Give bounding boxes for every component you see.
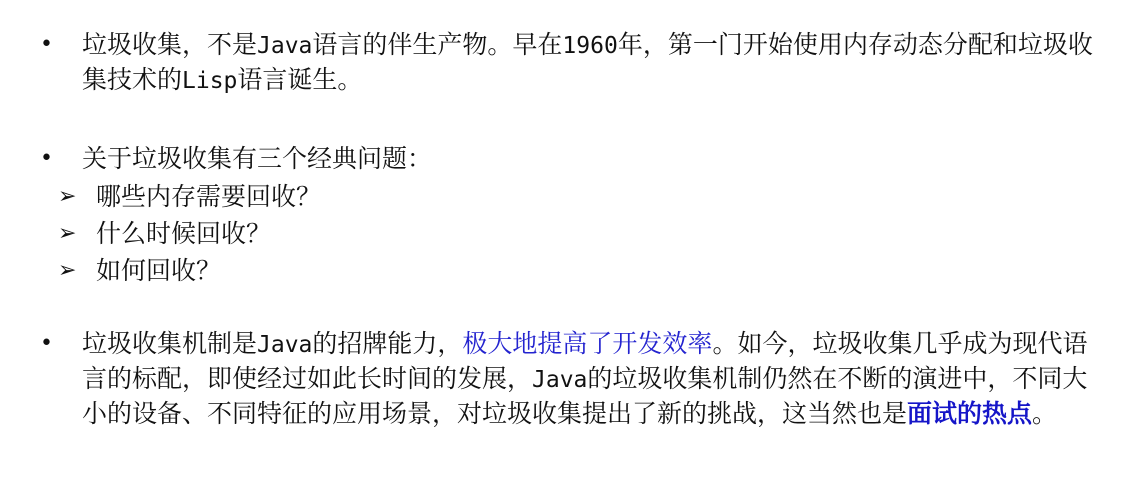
text-segment: 垃圾收集机制是 bbox=[82, 329, 258, 358]
text-segment: 年，第一门开始使用内存动态分配和垃圾收集技术的 bbox=[82, 30, 1093, 94]
sub-item bbox=[58, 178, 1106, 215]
bullet-text bbox=[82, 327, 1106, 431]
bullet-title: 关于垃圾收集有三个经典问题： bbox=[82, 144, 433, 173]
text-segment: 的招牌能力， bbox=[312, 329, 463, 358]
text-segment: 语言的伴生产物。早在 bbox=[312, 30, 563, 59]
bullet-text bbox=[82, 28, 1106, 98]
text-segment: 。如今，垃圾收集几乎成为现代语言的标配，即使经过如此长时间的发展， bbox=[82, 329, 1088, 393]
bullet-gc-importance bbox=[36, 327, 1106, 431]
bullet-row bbox=[36, 327, 1106, 431]
sub-item bbox=[58, 215, 1106, 252]
bullet-dot-icon: • bbox=[40, 331, 53, 356]
sub-item-label: 什么时候回收？ bbox=[96, 219, 272, 248]
bullet-dot-icon: • bbox=[40, 146, 53, 171]
bullet-row bbox=[36, 142, 1106, 176]
highlight-efficiency: 极大地提高了开发效率 bbox=[462, 329, 713, 358]
java-term: Java bbox=[257, 33, 313, 59]
sub-list bbox=[36, 178, 1106, 289]
arrow-bullet-icon: ➢ bbox=[58, 221, 77, 246]
java-term: Java bbox=[532, 367, 588, 393]
text-segment: 语言诞生。 bbox=[237, 65, 363, 94]
bullet-dot-icon: • bbox=[40, 32, 53, 57]
bullet-gc-questions bbox=[36, 142, 1106, 289]
arrow-bullet-icon: ➢ bbox=[58, 184, 77, 209]
text-segment: 的垃圾收集机制仍然在不断的演进中，不同大小的设备、不同特征的应用场景，对垃圾收集提出了新的挑战，这当然也是 bbox=[82, 364, 1088, 428]
sub-item bbox=[58, 252, 1106, 289]
sub-item-label: 哪些内存需要回收？ bbox=[96, 182, 322, 211]
lisp-term: Lisp bbox=[182, 68, 238, 94]
arrow-bullet-icon: ➢ bbox=[58, 258, 77, 283]
java-term: Java bbox=[257, 332, 313, 358]
text-segment: 。 bbox=[1032, 399, 1058, 428]
highlight-interview-hotspot: 面试的热点 bbox=[907, 399, 1033, 428]
bullet-gc-history bbox=[36, 28, 1106, 98]
bullet-row bbox=[36, 28, 1106, 98]
year-term: 1960 bbox=[562, 33, 618, 59]
text-segment: 垃圾收集，不是 bbox=[82, 30, 258, 59]
sub-item-label: 如何回收？ bbox=[96, 256, 222, 285]
